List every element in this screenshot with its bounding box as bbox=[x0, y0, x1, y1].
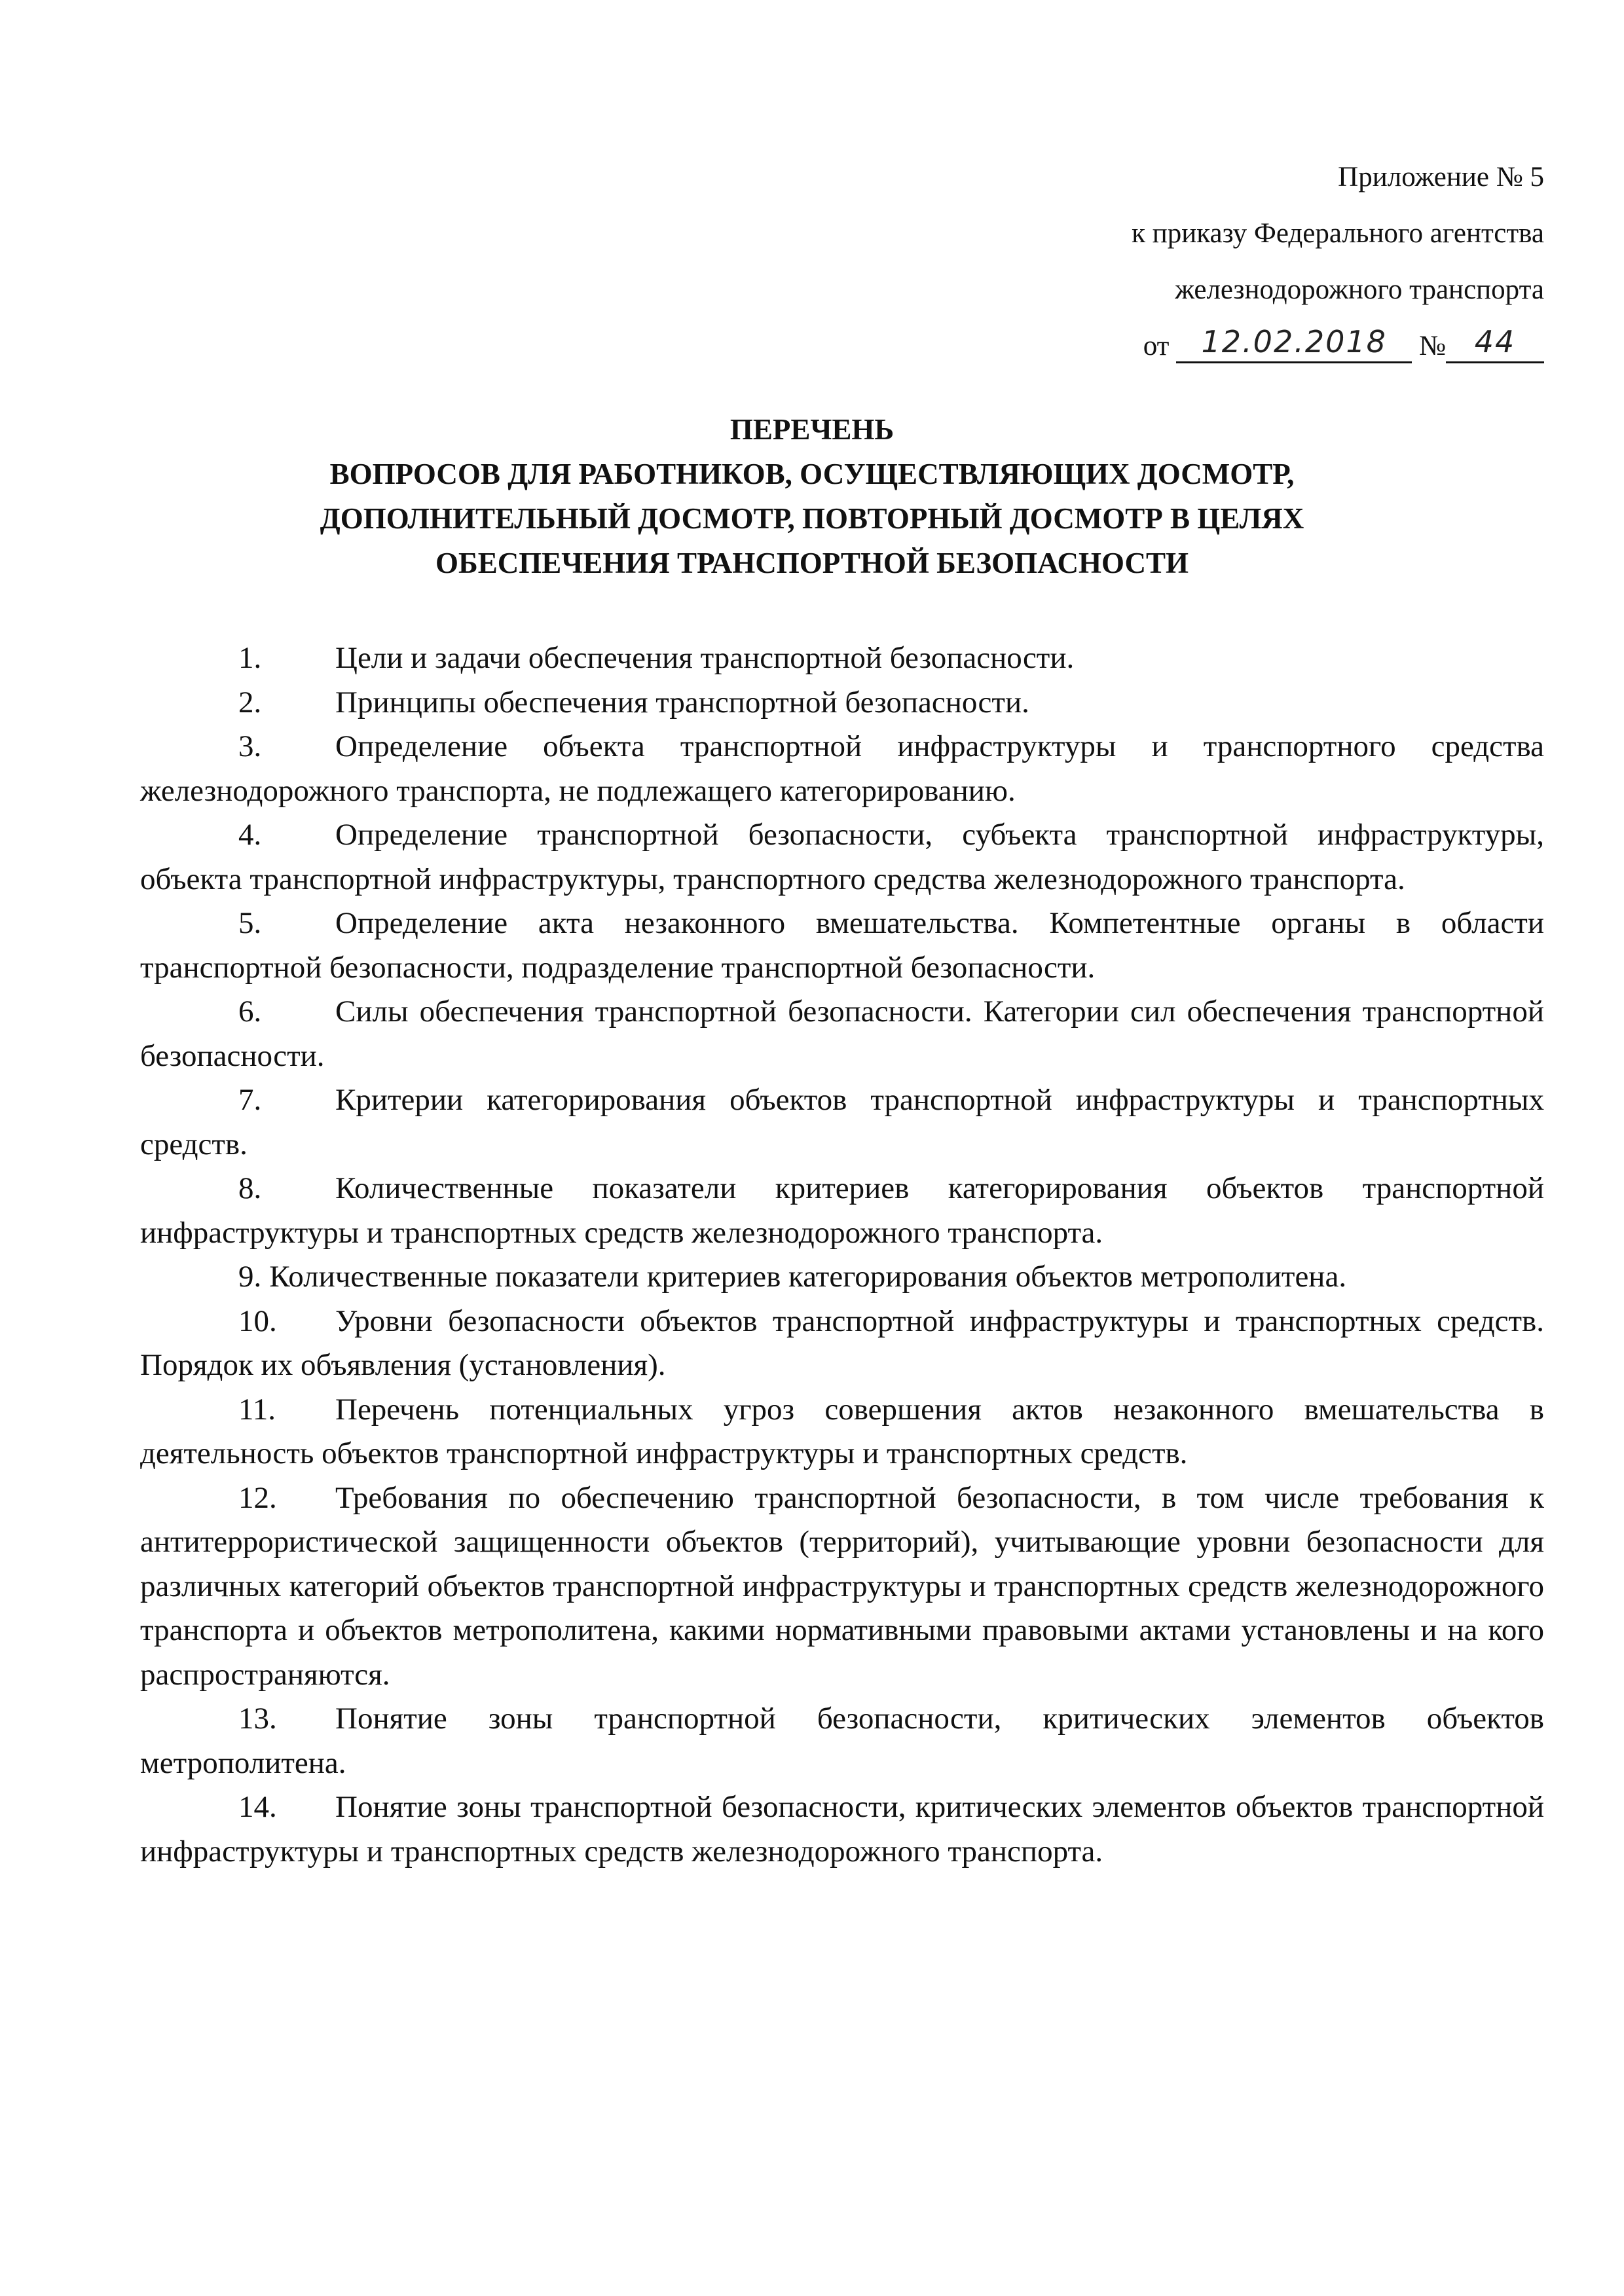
date-prefix: от bbox=[1143, 331, 1170, 361]
list-item bbox=[140, 990, 1544, 1078]
list-item bbox=[140, 1300, 1544, 1388]
list-item bbox=[140, 813, 1544, 902]
item-text: Определение объекта транспортной инфраструктуры и транспортного средства железнодорожного транспорта, не подлежащего категорированию. bbox=[140, 729, 1544, 808]
item-number: 10. bbox=[238, 1303, 277, 1338]
item-number: 8. bbox=[238, 1171, 262, 1205]
item-text: Принципы обеспечения транспортной безопасности. bbox=[335, 685, 1029, 720]
number-prefix: № bbox=[1418, 331, 1446, 361]
list-item bbox=[140, 1785, 1544, 1874]
item-text: Количественные показатели критериев категорирования объектов метрополитена. bbox=[269, 1260, 1347, 1294]
item-text: Определение транспортной безопасности, субъекта транспортной инфраструктуры, объекта транспортной инфраструктуры, транспортного средства железнодорожного транспорта. bbox=[140, 818, 1544, 896]
item-number: 2. bbox=[238, 685, 262, 720]
heading-line-4: ОБЕСПЕЧЕНИЯ ТРАНСПОРТНОЙ БЕЗОПАСНОСТИ bbox=[435, 547, 1189, 579]
item-text: Количественные показатели критериев категорирования объектов транспортной инфраструктуры и транспортных средств железнодорожного транспорта. bbox=[140, 1171, 1544, 1250]
list-item bbox=[140, 725, 1544, 813]
item-number: 4. bbox=[238, 818, 262, 852]
list-item bbox=[140, 636, 1544, 681]
handwritten-number: 44 bbox=[1446, 322, 1544, 363]
heading-line-2: ВОПРОСОВ ДЛЯ РАБОТНИКОВ, ОСУЩЕСТВЛЯЮЩИХ ДОСМОТР, bbox=[329, 458, 1295, 490]
handwritten-date: 12.02.2018 bbox=[1176, 322, 1412, 363]
item-number: 11. bbox=[238, 1392, 276, 1427]
heading-line-3: ДОПОЛНИТЕЛЬНЫЙ ДОСМОТР, ПОВТОРНЫЙ ДОСМОТР В ЦЕЛЯХ bbox=[320, 502, 1304, 535]
appendix-date-line bbox=[1132, 318, 1544, 374]
questions-list bbox=[140, 636, 1544, 1874]
list-item bbox=[140, 681, 1544, 725]
item-text: Определение акта незаконного вмешательства. Компетентные органы в области транспортной безопасности, подразделение транспортной безопасности. bbox=[140, 906, 1544, 985]
item-text: Силы обеспечения транспортной безопасности. Категории сил обеспечения транспортной безопасности. bbox=[140, 994, 1544, 1073]
item-text: Требования по обеспечению транспортной безопасности, в том числе требования к антитеррористической защищенности объектов (территорий), учитывающие уровни безопасности для различных категорий объектов транспортной инфраструктуры и транспортных средств железнодорожного транспорта и объектов метрополитена, какими нормативными правовыми актами установлены и на кого распространяются. bbox=[140, 1480, 1544, 1692]
list-item bbox=[140, 1388, 1544, 1476]
item-number: 13. bbox=[238, 1702, 277, 1736]
list-item bbox=[140, 1167, 1544, 1255]
appendix-title: Приложение № 5 bbox=[1338, 162, 1544, 192]
item-number: 7. bbox=[238, 1083, 262, 1117]
item-number: 1. bbox=[238, 641, 262, 675]
list-item bbox=[140, 1476, 1544, 1698]
item-number: 12. bbox=[238, 1480, 277, 1515]
list-item bbox=[140, 1078, 1544, 1167]
document-heading bbox=[131, 407, 1493, 585]
item-text: Понятие зоны транспортной безопасности, критических элементов объектов транспортной инфраструктуры и транспортных средств железнодорожного транспорта. bbox=[140, 1790, 1544, 1868]
item-text: Уровни безопасности объектов транспортной инфраструктуры и транспортных средств. Порядок их объявления (установления). bbox=[140, 1303, 1544, 1382]
item-number: 3. bbox=[238, 729, 262, 763]
list-item bbox=[140, 1697, 1544, 1785]
item-number: 9. bbox=[238, 1260, 262, 1294]
item-text: Критерии категорирования объектов транспортной инфраструктуры и транспортных средств. bbox=[140, 1083, 1544, 1161]
appendix-block bbox=[1132, 149, 1544, 374]
appendix-agency: железнодорожного транспорта bbox=[1175, 274, 1544, 305]
appendix-order-ref: к приказу Федерального агентства bbox=[1132, 218, 1544, 249]
item-text: Цели и задачи обеспечения транспортной безопасности. bbox=[335, 641, 1075, 675]
item-number: 14. bbox=[238, 1790, 277, 1824]
item-text: Понятие зоны транспортной безопасности, критических элементов объектов метрополитена. bbox=[140, 1702, 1544, 1780]
item-number: 5. bbox=[238, 906, 262, 940]
list-item bbox=[140, 902, 1544, 990]
heading-line-1: ПЕРЕЧЕНЬ bbox=[729, 413, 895, 446]
list-item bbox=[140, 1255, 1544, 1300]
item-text: Перечень потенциальных угроз совершения актов незаконного вмешательства в деятельность объектов транспортной инфраструктуры и транспортных средств. bbox=[140, 1392, 1544, 1470]
item-number: 6. bbox=[238, 994, 262, 1029]
